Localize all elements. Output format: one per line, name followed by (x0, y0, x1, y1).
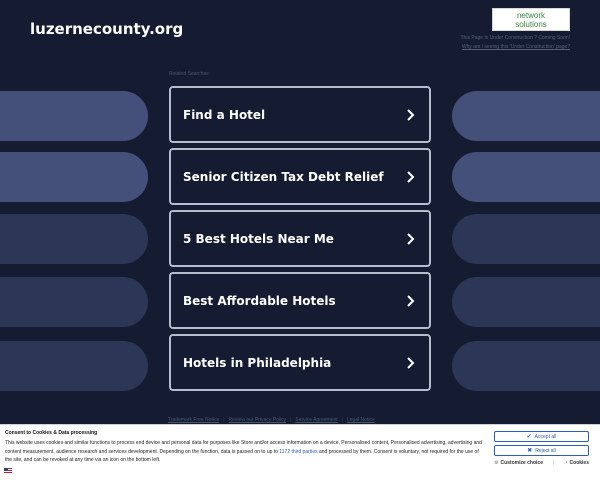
cookies-label: Cookies (569, 460, 589, 466)
decorative-pill-right-4 (452, 277, 600, 327)
decorative-pill-left-4 (0, 277, 148, 327)
decorative-pill-right-1 (452, 91, 600, 141)
search-result-button[interactable] (169, 148, 431, 205)
decorative-pill-right-3 (452, 214, 600, 264)
cookies-link[interactable] (565, 460, 589, 466)
chevron-right-icon (405, 295, 417, 307)
search-result-button[interactable] (169, 272, 431, 329)
customize-choice-label: Customize choice (500, 460, 543, 466)
footer-separator: | (290, 417, 292, 423)
chevron-right-icon (405, 171, 417, 183)
search-result-label: Find a Hotel (183, 107, 266, 122)
decorative-pill-right-5 (452, 341, 600, 391)
trademark-notice-link[interactable]: Trademark Free Notice (168, 417, 220, 423)
related-searches-label: Related Searches: (169, 71, 211, 77)
consent-secondary-links (494, 460, 589, 466)
construction-text: This Page Is Under Construction ? Coming Soon! (460, 35, 570, 41)
chevron-right-icon (405, 109, 417, 121)
link-separator: | (553, 460, 555, 466)
search-result-button[interactable] (169, 86, 431, 143)
decorative-pill-left-1 (0, 91, 148, 141)
logo-text-solutions: solutions (515, 20, 547, 29)
cookie-consent-banner (0, 424, 600, 480)
network-solutions-logo[interactable] (492, 8, 570, 31)
consent-text-part1: This website uses cookies and similar functions to process end device and personal data for purposes like Store and/or access information on a device, Personalised content, Personalised advertising, advertising and content measurement, audience research and services development. Depending on the function, data is passed on to up to (5, 440, 482, 455)
chevron-right-icon (405, 357, 417, 369)
accept-all-button[interactable] (494, 431, 589, 442)
customize-choice-link[interactable] (494, 460, 543, 466)
legal-notice-link[interactable]: Legal Notice (346, 417, 375, 423)
decorative-pill-right-2 (452, 152, 600, 202)
reject-all-button[interactable] (494, 445, 589, 456)
us-flag-icon[interactable] (4, 468, 12, 473)
decorative-pill-left-3 (0, 214, 148, 264)
footer-separator: | (223, 417, 225, 423)
search-result-label: Senior Citizen Tax Debt Relief (183, 169, 384, 184)
chevron-right-icon (405, 233, 417, 245)
decorative-pill-left-5 (0, 341, 148, 391)
cookie-icon: ◔ (564, 460, 568, 466)
logo-text-network: network (516, 11, 545, 20)
service-agreement-link[interactable]: Service Agreement (295, 417, 338, 423)
reject-all-label: Reject all (535, 447, 556, 454)
consent-description (5, 439, 485, 465)
accept-all-label: Accept all (534, 433, 557, 440)
decorative-pill-left-2 (0, 152, 148, 202)
consent-title: Consent to Cookies & Data processing (5, 430, 98, 436)
consent-text-part2: and processed by them. Consent is voluntary, not required for the use of the site, and can be revoked at any time via an icon on the bottom left. (5, 448, 479, 463)
privacy-policy-link[interactable]: Review our Privacy Policy (228, 417, 287, 423)
gear-icon: ⚙ (494, 460, 499, 466)
close-icon: ✖ (527, 448, 533, 454)
search-result-label: 5 Best Hotels Near Me (183, 231, 334, 246)
third-parties-link[interactable]: 1172 third parties (279, 448, 318, 455)
construction-notice (461, 34, 571, 52)
footer-links (168, 417, 375, 423)
search-result-label: Best Affordable Hotels (183, 293, 336, 308)
search-result-button[interactable] (169, 210, 431, 267)
search-result-button[interactable] (169, 334, 431, 391)
checkmark-icon: ✔ (526, 434, 532, 440)
footer-separator: | (341, 417, 343, 423)
why-construction-link[interactable]: Why am I seeing this 'Under Construction' page? (461, 44, 570, 50)
site-title: luzernecounty.org (30, 20, 184, 38)
search-result-label: Hotels in Philadelphia (183, 355, 332, 370)
